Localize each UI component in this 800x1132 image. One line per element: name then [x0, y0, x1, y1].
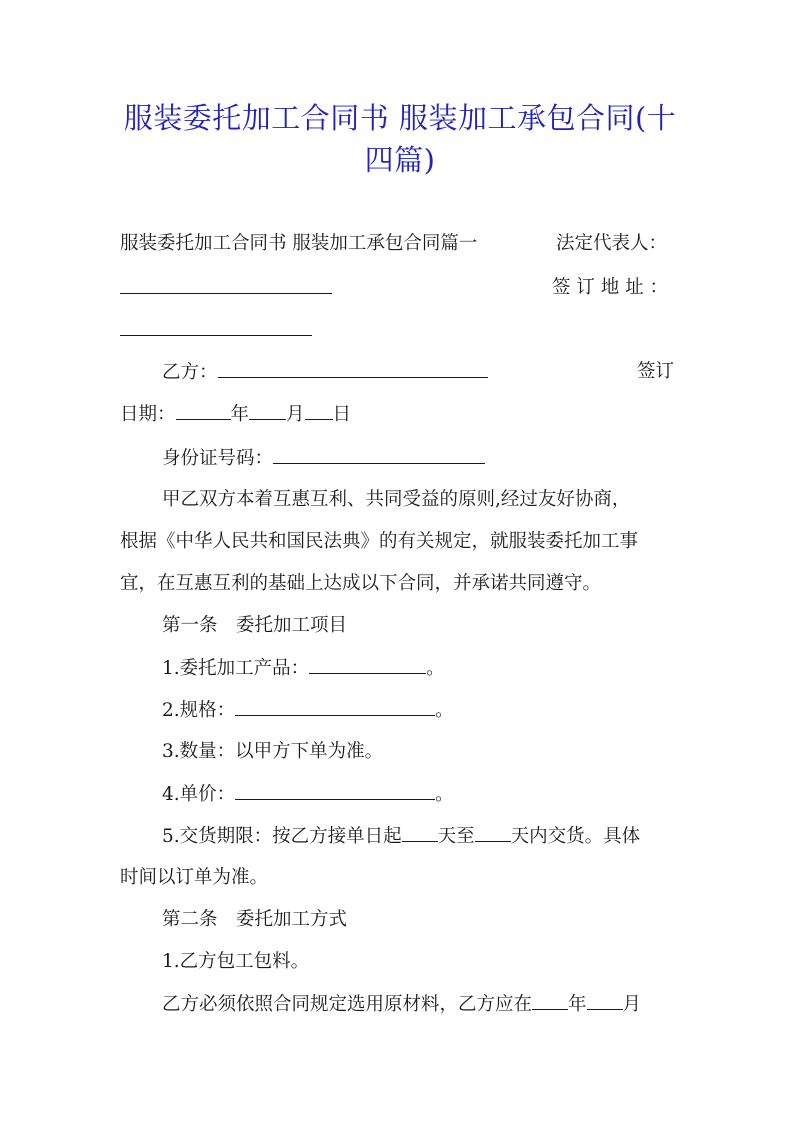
- year-label: 年: [568, 994, 587, 1015]
- document-title-line-1: 服装委托加工合同书 服装加工承包合同(十: [123, 101, 677, 135]
- article-1-item-4: [162, 782, 454, 807]
- legal-rep-blank: [120, 276, 332, 301]
- id-number-label: 身份证号码：: [162, 448, 274, 469]
- blank-underline: [273, 446, 485, 464]
- blank-underline: [235, 782, 435, 800]
- item-text: 乙方必须依照合同规定选用原材料，乙方应在: [162, 994, 533, 1015]
- sign-date-label-b: 日期：: [120, 404, 176, 425]
- party-b-row: [162, 360, 488, 385]
- article-1-item-5: [162, 824, 640, 849]
- item-text: 5.交货期限：按乙方接单日起: [162, 826, 402, 847]
- preamble-line-1: 甲乙双方本着互惠互利、共同受益的原则,经过友好协商，: [162, 489, 631, 510]
- period: 。: [426, 658, 445, 679]
- month-label: 月: [286, 404, 305, 425]
- article-2-item-1: 1.乙方包工包料。: [162, 951, 310, 972]
- item-label: 2.规格：: [162, 700, 236, 721]
- sign-place-label: 签 订 地 址 ：: [552, 277, 669, 298]
- blank-underline: [120, 318, 312, 336]
- year-label: 年: [230, 404, 250, 425]
- blank-underline: [305, 402, 333, 420]
- blank-underline: [587, 992, 623, 1010]
- section-subtitle: 服装委托加工合同书 服装加工承包合同篇一: [120, 233, 478, 254]
- party-b-label: 乙方：: [162, 362, 218, 383]
- id-number-row: [162, 446, 485, 471]
- blank-underline: [309, 656, 426, 674]
- period: 。: [435, 700, 454, 721]
- month-label: 月: [622, 994, 642, 1015]
- blank-underline: [532, 992, 568, 1010]
- article-1-heading: 第一条 委托加工项目: [162, 615, 348, 636]
- article-1-item-5-cont: 时间以订单为准。: [120, 867, 269, 888]
- item-label: 1.委托加工产品：: [162, 658, 310, 679]
- period: 。: [435, 784, 454, 805]
- article-2-text: [162, 992, 641, 1017]
- sign-date-label-a: 签订: [637, 361, 675, 382]
- blank-underline: [176, 402, 231, 420]
- article-2-heading: 第二条 委托加工方式: [162, 909, 348, 930]
- document-title-line-2: 四篇): [364, 143, 436, 177]
- blank-underline: [235, 698, 435, 716]
- day-label: 日: [332, 404, 352, 425]
- item-label: 4.单价：: [162, 784, 236, 805]
- legal-rep-label: 法定代表人：: [556, 233, 668, 254]
- blank-underline: [402, 824, 438, 842]
- blank-underline: [120, 276, 332, 294]
- blank-underline: [475, 824, 511, 842]
- blank-underline: [218, 360, 488, 378]
- item-text: 天内交货。具体: [510, 826, 641, 847]
- article-1-item-1: [162, 656, 445, 681]
- article-1-item-3: 3.数量：以甲方下单为准。: [162, 741, 384, 762]
- sign-place-blank: [120, 318, 312, 343]
- article-1-item-2: [162, 698, 454, 723]
- preamble-line-3: 宜，在互惠互利的基础上达成以下合同，并承诺共同遵守。: [120, 573, 602, 594]
- blank-underline: [249, 402, 286, 420]
- preamble-line-2: 根据《中华人民共和国民法典》的有关规定，就服装委托加工事: [120, 531, 639, 552]
- item-text: 天至: [437, 826, 475, 847]
- sign-date-row: [120, 402, 351, 427]
